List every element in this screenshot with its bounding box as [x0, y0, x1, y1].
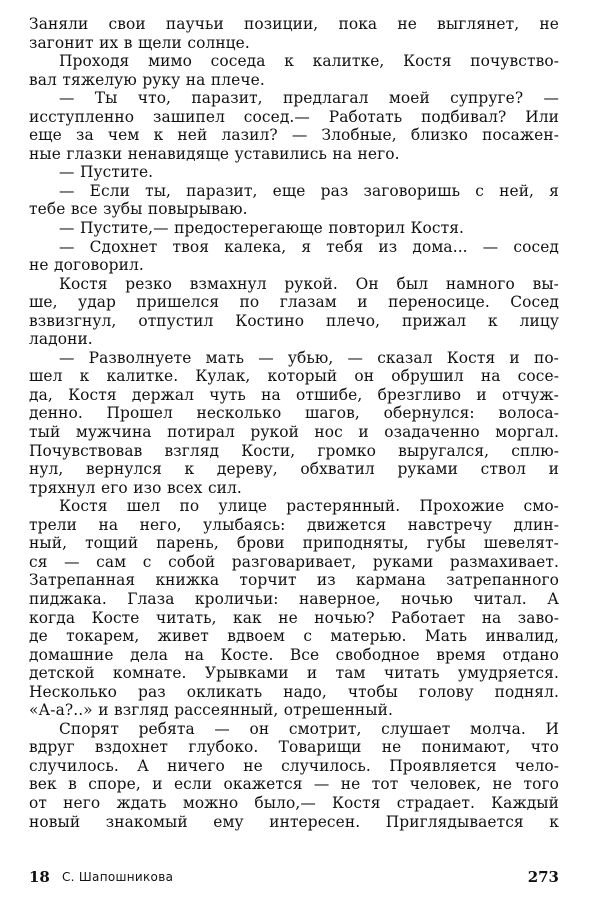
text-line: «А-а?..» и взгляд рассеянный, отрешенный.: [29, 701, 393, 720]
text-line: ные глазки ненавидяще уставились на него.: [29, 144, 400, 163]
text-line: Почувствовав взгляд Кости, громко выругался, сплю-: [29, 441, 559, 460]
text-line: ный, тощий парень, брови приподняты, губы шевелят-: [29, 534, 559, 553]
author-name: С. Шапошникова: [62, 870, 174, 884]
text-line: от него ждать можно было,— Костя страдает. Каждый: [29, 793, 559, 812]
text-line: нул, вернулся к дереву, обхватил руками ствол и: [29, 460, 559, 479]
text-line: Затрепанная книжка торчит из кармана затрепанного: [29, 571, 559, 590]
text-line: Костя резко взмахнул рукой. Он был намного вы-: [59, 274, 559, 293]
text-line: шел к калитке. Кулак, который он обрушил на сосе-: [29, 367, 559, 386]
text-line: Костя шел по улице растерянный. Прохожие смо-: [59, 497, 559, 516]
text-line: вдруг вздохнет глубоко. Товарищи не понимают, что: [29, 738, 559, 757]
text-line: — Ты что, паразит, предлагал моей супруге? —: [59, 89, 559, 108]
text-line: — Сдохнет твоя калека, я тебя из дома... — сосед: [59, 237, 559, 256]
text-line: Спорят ребята — он смотрит, слушает молча. И: [59, 719, 559, 738]
text-line: ше, удар пришелся по глазам и переносице. Сосед: [29, 293, 559, 312]
text-line: ладони.: [29, 330, 93, 349]
text-line: Проходя мимо соседа к калитке, Костя почувство-: [59, 52, 559, 71]
page-footer: [29, 868, 559, 890]
signature-mark: 18: [29, 868, 50, 886]
page-number: 273: [527, 868, 559, 886]
text-line: да, Костя держал чуть на отшибе, брезгливо и отчуж-: [29, 385, 559, 404]
text-line: трели на него, улыбаясь: движется навстречу длин-: [29, 515, 559, 534]
text-line: — Разволнуете мать — убью, — сказал Костя и по-: [59, 348, 559, 367]
text-line: не договорил.: [29, 256, 144, 275]
text-line: когда Косте читать, как не ночью? Работает на заво-: [29, 608, 559, 627]
text-line: век в споре, и если окажется — не тот человек, не того: [29, 775, 559, 794]
text-line: еще за чем к ней лазил? — Злобные, близко посажен-: [29, 126, 559, 145]
text-line: исступленно зашипел сосед.— Работать подбивал? Или: [29, 107, 559, 126]
text-line: Несколько раз окликать надо, чтобы голову поднял.: [29, 682, 559, 701]
text-line: вал тяжелую руку на плече.: [29, 70, 265, 89]
text-line: ся — сам с собой разговаривает, руками размахивает.: [29, 552, 559, 571]
text-line: случилось. А ничего не случилось. Проявляется чело-: [29, 756, 559, 775]
text-line: тряхнул его изо всех сил.: [29, 478, 242, 497]
body-text: [29, 15, 559, 831]
text-line: де токарем, живет вдвоем с матерью. Мать инвалид,: [29, 627, 559, 646]
text-line: новый знакомый ему интересен. Приглядывается к: [29, 812, 559, 831]
text-line: — Пустите.: [59, 163, 154, 182]
text-line: детской комнате. Урывками и там читать умудряется.: [29, 664, 559, 683]
text-line: — Пустите,— предостерегающе повторил Костя.: [59, 219, 465, 238]
text-line: взвизгнул, отпустил Костино плечо, прижал к лицу: [29, 311, 559, 330]
text-line: — Если ты, паразит, еще раз заговоришь с ней, я: [59, 181, 559, 200]
text-line: пиджака. Глаза кроличьи: наверное, ночью читал. А: [29, 589, 559, 608]
text-line: денно. Прошел несколько шагов, обернулся: волоса-: [29, 404, 559, 423]
text-line: Заняли свои паучьи позиции, пока не выглянет, не: [29, 15, 559, 33]
text-line: тебе все зубы повырываю.: [29, 200, 248, 219]
text-line: тый мужчина потирал рукой нос и озадаченно моргал.: [29, 423, 559, 442]
text-line: загонит их в щели солнце.: [29, 33, 250, 52]
text-line: домашние дела на Косте. Все свободное время отдано: [29, 645, 559, 664]
